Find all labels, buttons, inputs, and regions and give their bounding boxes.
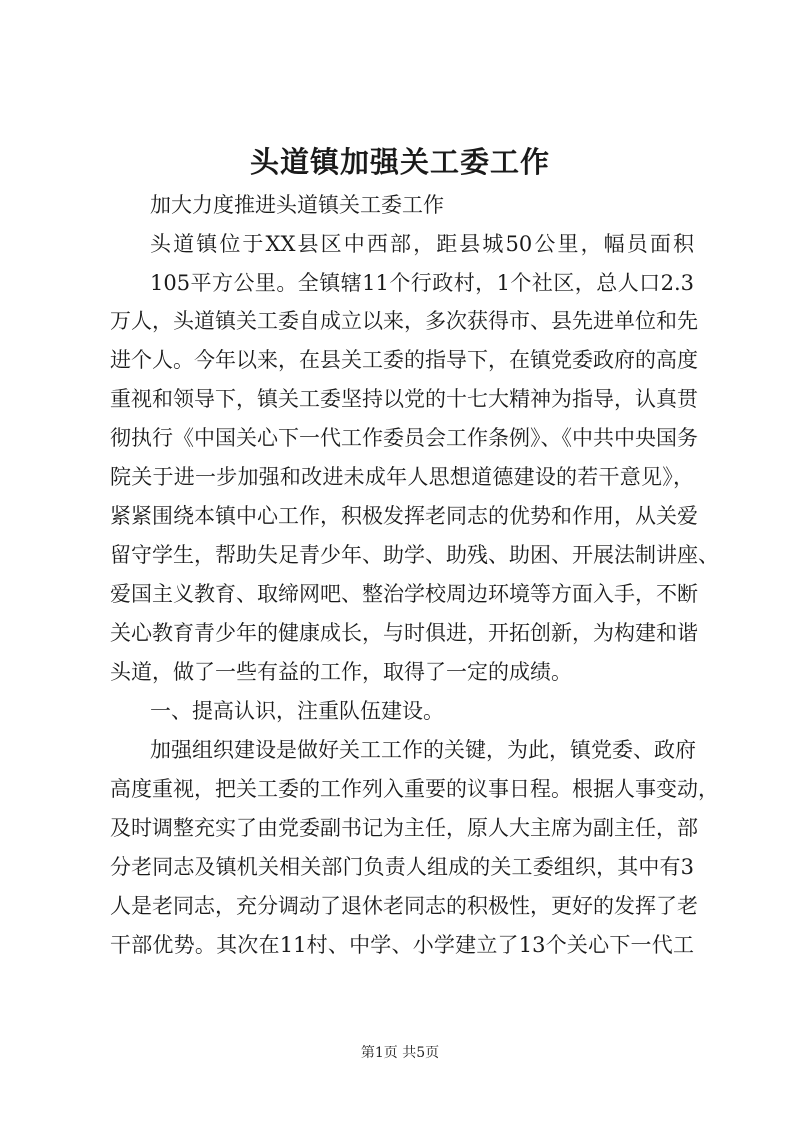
body-line: 关心教育青少年的健康成长，与时俱进，开拓创新，为构建和谐 [110, 621, 698, 645]
body-line: 头道，做了一些有益的工作，取得了一定的成绩。 [110, 660, 572, 684]
document-title: 头道镇加强关工委工作 [249, 145, 550, 179]
body-line: 院关于进一步加强和改进未成年人思想道德建设的若干意见》， [110, 465, 694, 489]
subtitle-line: 加大力度推进头道镇关工委工作 [150, 193, 444, 217]
body-line: 万人，头道镇关工委自成立以来，多次获得市、县先进单位和先 [110, 309, 698, 333]
body-line: 彻执行《中国关心下一代工作委员会工作条例》、《中共中央国务 [110, 426, 698, 450]
page-number: 第1页 共5页 [360, 1045, 440, 1061]
body-line: 头道镇位于XX县区中西部，距县城50公里，幅员面积 [150, 232, 694, 256]
body-line: 人是老同志，充分调动了退休老同志的积极性，更好的发挥了老 [110, 894, 698, 918]
body-line: 进个人。今年以来，在县关工委的指导下，在镇党委政府的高度 [110, 348, 698, 372]
body-line: 留守学生，帮助失足青少年、助学、助残、助困、开展法制讲座、 [110, 543, 719, 567]
body-line: 重视和领导下，镇关工委坚持以党的十七大精神为指导，认真贯 [110, 387, 698, 411]
body-line: 干部优势。其次在11村、中学、小学建立了13个关心下一代工 [110, 933, 694, 957]
body-line: 及时调整充实了由党委副书记为主任，原人大主席为副主任，部 [110, 816, 698, 840]
body-line: 高度重视，把关工委的工作列入重要的议事日程。根据人事变动， [110, 777, 719, 801]
body-line: 加强组织建设是做好关工工作的关键，为此，镇党委、政府 [150, 738, 696, 762]
body-line: 爱国主义教育、取缔网吧、整治学校周边环境等方面入手，不断 [110, 582, 698, 606]
section-heading: 一、提高认识，注重队伍建设。 [150, 699, 444, 723]
body-line: 紧紧围绕本镇中心工作，积极发挥老同志的优势和作用，从关爱 [110, 504, 698, 528]
body-line: 105平方公里。全镇辖11个行政村，1个社区，总人口2.3 [150, 271, 694, 295]
body-line: 分老同志及镇机关相关部门负责人组成的关工委组织，其中有3 [110, 855, 694, 879]
